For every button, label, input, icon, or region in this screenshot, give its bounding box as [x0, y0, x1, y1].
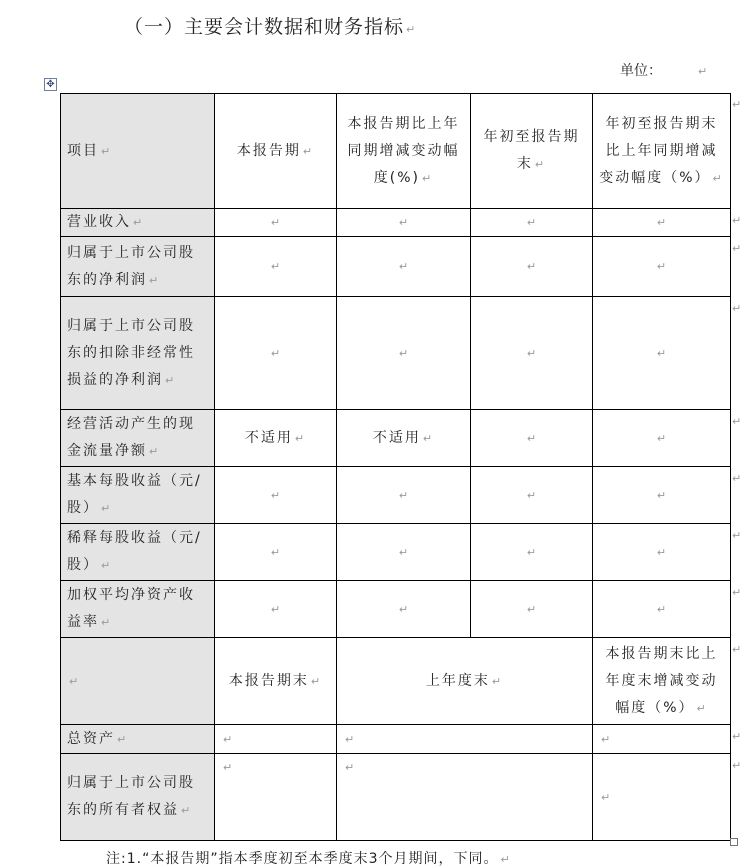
cell-ytd[interactable]: ↵	[471, 467, 593, 524]
table-move-handle-icon[interactable]: ✥	[44, 78, 57, 91]
cell-ytd-yoy[interactable]: ↵	[593, 297, 731, 410]
cell-change[interactable]: ↵	[593, 725, 731, 754]
header-current: 本报告期 ↵	[215, 94, 337, 209]
row-end-mark: ↵	[732, 586, 742, 599]
cell-period-end[interactable]: ↵	[215, 754, 337, 841]
header2-change: 本报告期末比上年度末增减变动幅度（%） ↵	[593, 638, 731, 725]
row-label: 基本每股收益（元/股） ↵	[61, 467, 215, 524]
row-end-mark: ↵	[732, 730, 742, 743]
row-label: 经营活动产生的现金流量净额 ↵	[61, 410, 215, 467]
cell-ytd[interactable]: ↵	[471, 237, 593, 297]
table-row	[61, 467, 731, 524]
table-resize-handle[interactable]	[730, 838, 738, 846]
row-end-mark: ↵	[732, 529, 742, 542]
table-header-row-2	[61, 638, 731, 725]
table-row	[61, 297, 731, 410]
cell-current[interactable]: ↵	[215, 467, 337, 524]
table-row	[61, 209, 731, 237]
table-row	[61, 581, 731, 638]
table-row	[61, 524, 731, 581]
row-end-mark: ↵	[732, 643, 742, 656]
cell-change[interactable]: ↵	[593, 754, 731, 841]
table-row	[61, 754, 731, 841]
row-end-mark: ↵	[732, 472, 742, 485]
header2-period-end: 本报告期末 ↵	[215, 638, 337, 725]
cell-ytd[interactable]: ↵	[471, 410, 593, 467]
row-end-mark: ↵	[732, 302, 742, 315]
cell-ytd[interactable]: ↵	[471, 581, 593, 638]
financial-indicators-table	[60, 93, 731, 841]
header2-last-year-end: 上年度末 ↵	[337, 638, 593, 725]
cell-current[interactable]: ↵	[215, 237, 337, 297]
table-row	[61, 410, 731, 467]
cell-current[interactable]: ↵	[215, 524, 337, 581]
cell-ytd-yoy[interactable]: ↵	[593, 410, 731, 467]
cell-ytd-yoy[interactable]: ↵	[593, 467, 731, 524]
unit-label: 单位： ↵	[620, 63, 708, 79]
footnote: 注:1.“本报告期”指本季度初至本季度末3个月期间，下同。 ↵	[106, 851, 511, 867]
table-row	[61, 237, 731, 297]
cell-ytd[interactable]: ↵	[471, 524, 593, 581]
cell-current-yoy[interactable]: 不适用 ↵	[337, 410, 471, 467]
row-label: 营业收入 ↵	[61, 209, 215, 237]
table-header-row	[61, 94, 731, 209]
cell-last-year-end[interactable]: ↵	[337, 754, 593, 841]
row-label: 归属于上市公司股东的所有者权益 ↵	[61, 754, 215, 841]
row-end-mark: ↵	[732, 759, 742, 772]
cell-ytd[interactable]: ↵	[471, 209, 593, 237]
cell-last-year-end[interactable]: ↵	[337, 725, 593, 754]
cell-ytd[interactable]: ↵	[471, 297, 593, 410]
row-label: 归属于上市公司股东的净利润 ↵	[61, 237, 215, 297]
cell-current[interactable]: 不适用 ↵	[215, 410, 337, 467]
cell-ytd-yoy[interactable]: ↵	[593, 237, 731, 297]
row-end-mark: ↵	[732, 98, 742, 111]
row-end-mark: ↵	[732, 415, 742, 428]
cell-current-yoy[interactable]: ↵	[337, 297, 471, 410]
header-ytd: 年初至报告期末 ↵	[471, 94, 593, 209]
cell-ytd-yoy[interactable]: ↵	[593, 209, 731, 237]
row-end-mark: ↵	[732, 214, 742, 227]
row-end-mark: ↵	[732, 242, 742, 255]
section-title: （一）主要会计数据和财务指标 ↵	[124, 16, 417, 38]
row-label: 归属于上市公司股东的扣除非经常性损益的净利润 ↵	[61, 297, 215, 410]
header-item: 项目 ↵	[61, 94, 215, 209]
cell-ytd-yoy[interactable]: ↵	[593, 581, 731, 638]
cell-current-yoy[interactable]: ↵	[337, 524, 471, 581]
header-current-yoy: 本报告期比上年同期增减变动幅度(%) ↵	[337, 94, 471, 209]
row-label: 加权平均净资产收益率 ↵	[61, 581, 215, 638]
cell-current[interactable]: ↵	[215, 297, 337, 410]
cell-ytd-yoy[interactable]: ↵	[593, 524, 731, 581]
cell-period-end[interactable]: ↵	[215, 725, 337, 754]
cell-current-yoy[interactable]: ↵	[337, 237, 471, 297]
table-row	[61, 725, 731, 754]
cell-current-yoy[interactable]: ↵	[337, 467, 471, 524]
row-label: 稀释每股收益（元/股） ↵	[61, 524, 215, 581]
cell-current-yoy[interactable]: ↵	[337, 209, 471, 237]
header-ytd-yoy: 年初至报告期末比上年同期增减变动幅度（%） ↵	[593, 94, 731, 209]
header2-item: ↵	[61, 638, 215, 725]
cell-current-yoy[interactable]: ↵	[337, 581, 471, 638]
row-label: 总资产 ↵	[61, 725, 215, 754]
cell-current[interactable]: ↵	[215, 209, 337, 237]
cell-current[interactable]: ↵	[215, 581, 337, 638]
